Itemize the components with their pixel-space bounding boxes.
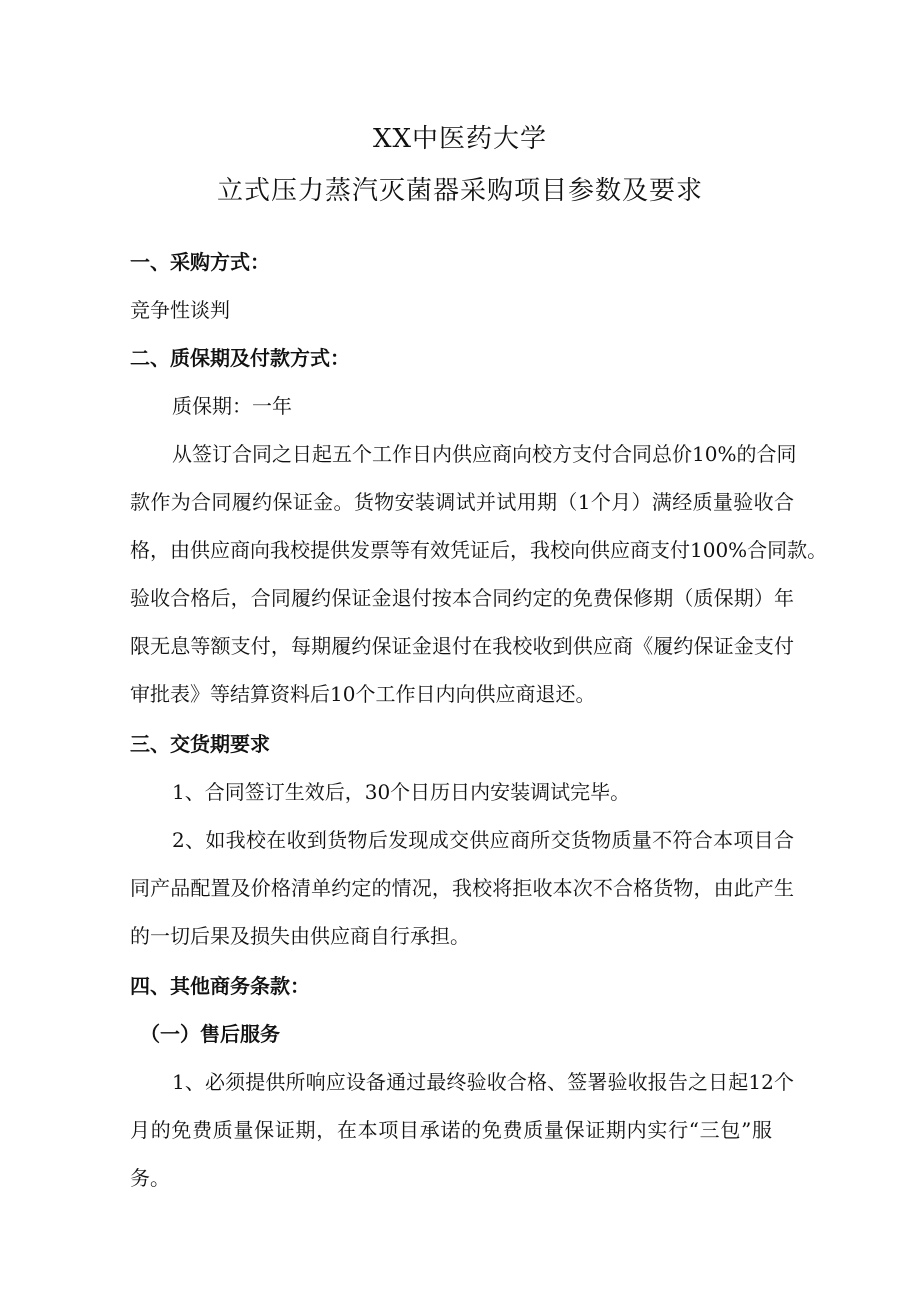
section2-heading: 二、质保期及付款方式： [130, 346, 350, 370]
document-title-line2: 立式压力蒸汽灭菌器采购项目参数及要求 [216, 176, 703, 206]
section4-item1-line-2: 月的免费质量保证期，在本项目承诺的免费质量保证期内实行“三包”服 [130, 1118, 772, 1142]
section3-item2-line-3: 的一切后果及损失由供应商自行承担。 [130, 924, 470, 948]
section4-item1-line-3: 务。 [130, 1166, 170, 1190]
section4-item1-line-1: 1、必须提供所响应设备通过最终验收合格、签署验收报告之日起12个 [172, 1070, 794, 1094]
payment-line-5: 限无息等额支付，每期履约保证金退付在我校收到供应商《履约保证金支付 [130, 634, 794, 658]
section4-subheading: （一）售后服务 [140, 1022, 280, 1046]
payment-line-6: 审批表》等结算资料后10个工作日内向供应商退还。 [130, 682, 596, 706]
section3-item2-line-2: 同产品配置及价格清单约定的情况，我校将拒收本次不合格货物，由此产生 [130, 876, 794, 900]
section4-heading: 四、其他商务条款： [130, 974, 310, 998]
section1-body: 竞争性谈判 [130, 298, 230, 322]
section2-warranty: 质保期：一年 [172, 394, 292, 418]
payment-line-1: 从签订合同之日起五个工作日内供应商向校方支付合同总价10%的合同 [172, 442, 797, 466]
payment-line-3: 格，由供应商向我校提供发票等有效凭证后，我校向供应商支付100%合同款。 [130, 538, 828, 562]
payment-line-4: 验收合格后，合同履约保证金退付按本合同约定的免费保修期（质保期）年 [130, 586, 794, 610]
payment-line-2: 款作为合同履约保证金。货物安装调试并试用期（1个月）满经质量验收合 [130, 490, 794, 514]
section1-heading: 一、采购方式： [130, 250, 270, 274]
document-title-line1: XX中医药大学 [372, 124, 548, 154]
section3-heading: 三、交货期要求 [130, 732, 270, 756]
section3-item2-line-1: 2、如我校在收到货物后发现成交供应商所交货物质量不符合本项目合 [172, 828, 794, 852]
section3-item1: 1、合同签订生效后，30个日历日内安装调试完毕。 [172, 780, 631, 804]
